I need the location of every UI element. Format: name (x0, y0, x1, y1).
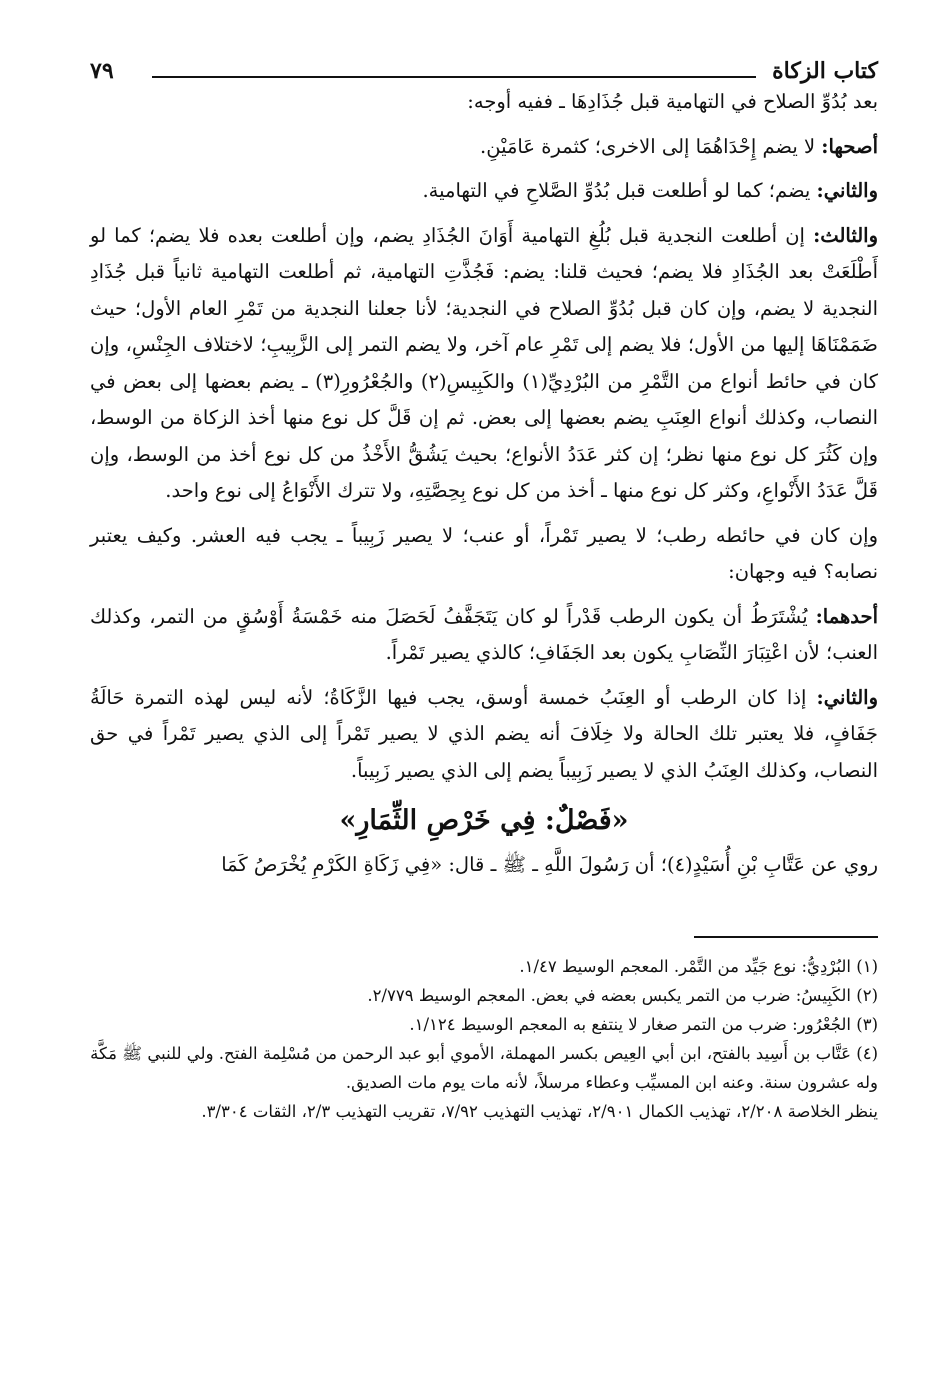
footnote-4: (٤) عَتَّاب بن أَسِيد بالفتح، ابن أبي العِيص بكسر المهملة، الأموي أبو عبد الرحمن من مُسْلِمة الفتح. ولي للنبي ﷺ مَكَّة وله عشرون سنة. وعنه ابن المسيِّب وعطاء مرسلاً، لأنه مات يوم مات الصديق. (90, 1043, 878, 1092)
book-page (90, 40, 878, 1360)
hadith-line: روي عن عَتَّابِ بْنِ أُسَيْدٍ(٤)؛ أن رَسُولَ اللَّهِ ـ ﷺ ـ قال: «فِي زَكَاةِ الكَرْمِ يُخْرَصُ كَمَا (221, 853, 878, 876)
view-first-lead: أحدهما: (815, 604, 878, 628)
running-title: كتاب الزكاة (772, 58, 878, 84)
opinion-third (90, 218, 878, 510)
footnote-references: ينظر الخلاصة ٢/٢٠٨، تهذيب الكمال ٢/٩٠١، تهذيب التهذيب ٧/٩٢، تقريب التهذيب ٢/٣، الثقات ٣/٣٠٤. (201, 1101, 878, 1121)
wet-dates-paragraph: وإن كان في حائطه رطب؛ لا يصير تَمْراً، أو عنب؛ لا يصير زَبِيباً ـ يجب فيه العشر. وكيف يعتبر نصابه؟ فيه وجهان: (90, 523, 878, 583)
view-second-lead: والثاني: (816, 685, 878, 709)
view-first-text: يُشْتَرَطُ أن يكون الرطب قَدْراً لو كان يَتَجَفَّفُ لَحَصَلَ منه خَمْسَةُ أَوْسُقٍ من التمر، وكذلك العنب؛ لأن اعْتِبَارَ النِّصَابِ يكون بعد الجَفَافِ؛ كالذي يصير تَمْراً. (90, 604, 878, 664)
footnote-rule (694, 936, 878, 938)
opinion-third-text: إن أطلعت النجدية قبل بُلُغِ التهامية أَوَانَ الجُذَادِ يضم، وإن أطلعت بعده فلا يضم؛ كما لو أَطْلَعَتْ بعد الجُذَادِ فلا يضم؛ فحيث قلنا: يضم: فَجُذَّتِ التهامية، ثم أطلعت التهامية ثانياً قبل جُذَادِ النجدية لا يضم، وإن كان قبل بُدُوِّ الصلاح في النجدية؛ لأنا جعلنا النجدية من تَمْرِ العام الأول؛ حيث ضَمَمْنَاهَا إليها من الأول؛ فلا يضم إلى تَمْرِ عام آخر، ولا يضم التمر إلى الزَّبِيبِ؛ لاختلاف الجِنْسِ، وإن كان في حائط أنواع من التَّمْرِ من البُرْدِيِّ(١) والكَبِيسِ(٢) والجُعْرُورِ(٣) ـ يضم بعضها إلى بعض في النصاب، وكذلك أنواع العِنَبِ يضم بعضها إلى بعض. ثم إن قَلَّ كل نوع منها أخذ الزكاة من الوسط، وإن كَثُرَ كل نوع منها نظر؛ إن كثر عَدَدُ الأنواع؛ بحيث يَشُقُّ الأَخْذُ من كل نوع أخذ من الوسط، وإن قَلَّ عَدَدُ الأَنْواعِ، وكثر كل نوع منها ـ أخذ من كل نوع بِحِصَّتِهِ، ولا تترك الأَنْوَاعُ إلى نوع واحد. (90, 223, 878, 502)
opinion-third-lead: والثالث: (813, 223, 878, 247)
view-second-text: إذا كان الرطب أو العِنَبُ خمسة أوسق، يجب فيها الزَّكَاةُ؛ لأنه ليس لهذه التمرة حَالَةُ جَفَافٍ، فلا يعتبر تلك الحالة ولا خِلَافَ أنه يضم الذي لا يصير تَمْراً إلى الذي يصير تَمْراً في حق النصاب، وكذلك العِنَبُ الذي لا يصير زَبِيباً يضم إلى الذي يصير زَبِيباً. (90, 685, 878, 782)
opinion-second-lead: والثاني: (816, 179, 878, 202)
intro-paragraph: بعد بُدُوِّ الصلاح في التهامية قبل جُذَادِهَا ـ ففيه أوجه: (467, 90, 878, 113)
section-heading: «فَصْلٌ: فِي خَرْصِ الثِّمَارِ» (339, 805, 629, 836)
opinion-second (90, 173, 878, 210)
footnotes (90, 952, 878, 1126)
header-rule (152, 76, 756, 78)
view-first (90, 599, 878, 672)
footnote-3: (٣) الجُعْرُور: ضرب من التمر صغار لا ينتفع به المعجم الوسيط ١/١٢٤. (409, 1014, 878, 1034)
running-header (90, 40, 878, 84)
footnote-1: (١) البُرْدِيُّ: نوع جَيِّد من التَّمْر. المعجم الوسيط ١/٤٧. (519, 956, 878, 976)
main-text (90, 84, 878, 884)
opinion-first-text: لا يضم إِحْدَاهُمَا إلى الاخرى؛ كثمرة عَامَيْنِ. (480, 134, 822, 158)
page-number: ٧٩ (90, 58, 114, 84)
opinion-first (90, 129, 878, 166)
footnote-2: (٢) الكَبِيسُ: ضرب من التمر يكبس بعضه في بعض. المعجم الوسيط ٢/٧٧٩. (367, 985, 878, 1005)
opinion-second-text: يضم؛ كما لو أطلعت قبل بُدُوِّ الصَّلاحِ في التهامية. (422, 179, 817, 202)
view-second (90, 680, 878, 790)
opinion-first-lead: أصحها: (821, 134, 878, 158)
